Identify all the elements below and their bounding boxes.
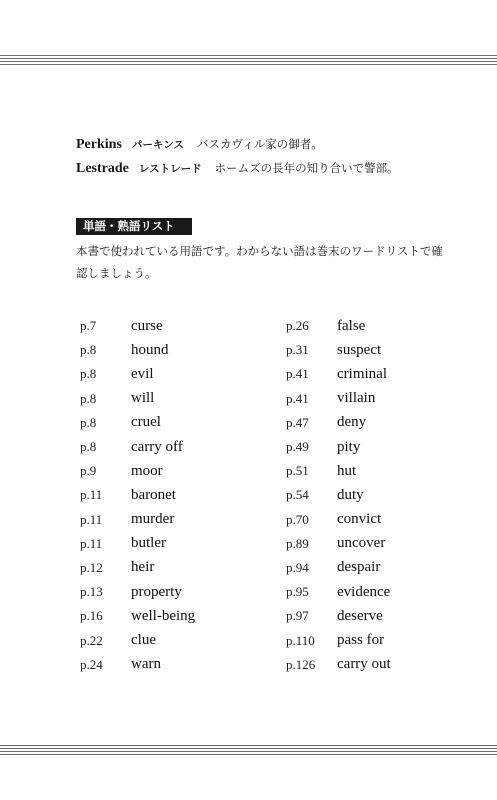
character-description: ホームズの長年の知り合いで警部。 bbox=[214, 161, 399, 175]
word-list-row bbox=[286, 628, 391, 652]
vocabulary-word: pity bbox=[337, 438, 361, 455]
word-list-row bbox=[80, 314, 195, 338]
vocabulary-word: curse bbox=[131, 317, 163, 334]
vocabulary-word: hut bbox=[337, 462, 357, 479]
vocabulary-word: warn bbox=[131, 656, 161, 673]
page-reference: p.126 bbox=[286, 656, 316, 672]
page-reference: p.8 bbox=[80, 439, 97, 455]
word-list-left-column bbox=[80, 314, 195, 677]
word-list-row bbox=[80, 532, 195, 556]
word-list-row bbox=[80, 362, 195, 386]
vocabulary-word: moor bbox=[131, 462, 163, 479]
word-list-row bbox=[286, 556, 391, 580]
page-reference: p.54 bbox=[286, 487, 309, 503]
vocabulary-word: duty bbox=[337, 486, 364, 503]
page-reference: p.11 bbox=[80, 487, 103, 503]
word-list-row bbox=[286, 314, 391, 338]
vocabulary-word: evil bbox=[131, 365, 154, 382]
word-list-row bbox=[286, 411, 391, 435]
vocabulary-word: convict bbox=[337, 511, 382, 528]
vocabulary-word: murder bbox=[131, 511, 175, 528]
page-reference: p.47 bbox=[286, 414, 309, 430]
vocabulary-word: despair bbox=[337, 559, 381, 576]
page-reference: p.95 bbox=[286, 584, 309, 600]
page-reference: p.89 bbox=[286, 535, 309, 551]
page-reference: p.8 bbox=[80, 342, 97, 358]
vocabulary-word: false bbox=[337, 317, 366, 334]
word-list-row bbox=[286, 435, 391, 459]
word-list-row bbox=[80, 411, 195, 435]
vocabulary-word: baronet bbox=[131, 486, 176, 503]
word-list-row bbox=[80, 580, 195, 604]
vocabulary-word: carry off bbox=[131, 438, 183, 455]
word-list-row bbox=[286, 338, 391, 362]
vocabulary-word: well-being bbox=[131, 607, 196, 624]
word-list-row bbox=[80, 508, 195, 532]
word-list-row bbox=[286, 604, 391, 628]
page-reference: p.8 bbox=[80, 414, 97, 430]
character-katakana: レストレード bbox=[138, 163, 202, 175]
vocabulary-word: evidence bbox=[337, 583, 391, 600]
vocabulary-word: criminal bbox=[337, 365, 387, 382]
page-reference: p.8 bbox=[80, 366, 97, 382]
page-reference: p.16 bbox=[80, 608, 103, 624]
character-katakana: パーキンス bbox=[131, 139, 184, 151]
vocabulary-word: deny bbox=[337, 414, 367, 431]
word-list-heading: 単語・熟語リスト bbox=[76, 218, 192, 235]
page-reference: p.41 bbox=[286, 390, 309, 406]
vocabulary-word: clue bbox=[131, 632, 156, 649]
word-list-row bbox=[286, 653, 391, 677]
page-reference: p.51 bbox=[286, 463, 309, 479]
word-list-row bbox=[286, 459, 391, 483]
word-list-row bbox=[286, 387, 391, 411]
character-name: Lestrade bbox=[76, 161, 129, 176]
vocabulary-word: uncover bbox=[337, 535, 386, 552]
page-reference: p.12 bbox=[80, 559, 103, 575]
word-list-row bbox=[286, 483, 391, 507]
word-list-row bbox=[80, 556, 195, 580]
word-list-intro: 本書で使われている用語です。わからない語は巻末のワードリストで確認しましょう。 bbox=[76, 244, 443, 280]
vocabulary-word: deserve bbox=[337, 607, 383, 624]
page-reference: p.110 bbox=[286, 632, 315, 648]
page-reference: p.7 bbox=[80, 318, 97, 334]
page-reference: p.26 bbox=[286, 318, 309, 334]
vocabulary-word: heir bbox=[131, 559, 155, 576]
word-list-row bbox=[286, 362, 391, 386]
page-reference: p.11 bbox=[80, 511, 103, 527]
character-entry-perkins bbox=[76, 136, 323, 153]
page-reference: p.97 bbox=[286, 608, 309, 624]
character-name: Perkins bbox=[76, 137, 122, 152]
word-list-row bbox=[80, 387, 195, 411]
word-list-row bbox=[80, 604, 195, 628]
vocabulary-word: butler bbox=[131, 535, 166, 552]
page-reference: p.8 bbox=[80, 390, 97, 406]
vocabulary-word: hound bbox=[131, 341, 169, 358]
word-list-row bbox=[80, 435, 195, 459]
word-list-row bbox=[80, 628, 195, 652]
page-reference: p.13 bbox=[80, 584, 103, 600]
page-reference: p.11 bbox=[80, 535, 103, 551]
page-reference: p.41 bbox=[286, 366, 309, 382]
page-reference: p.31 bbox=[286, 342, 309, 358]
page-reference: p.22 bbox=[80, 632, 103, 648]
bottom-rule bbox=[0, 745, 497, 757]
character-entry-lestrade bbox=[76, 160, 399, 177]
page-reference: p.49 bbox=[286, 439, 309, 455]
vocabulary-word: suspect bbox=[337, 341, 382, 358]
vocabulary-word: cruel bbox=[131, 414, 161, 431]
word-list-row bbox=[286, 580, 391, 604]
page-reference: p.70 bbox=[286, 511, 309, 527]
word-list-row bbox=[80, 653, 195, 677]
word-list-row bbox=[80, 483, 195, 507]
vocabulary-word: will bbox=[131, 390, 155, 407]
page-reference: p.9 bbox=[80, 463, 97, 479]
top-rule bbox=[0, 55, 497, 67]
vocabulary-word: property bbox=[131, 583, 182, 600]
vocabulary-word: villain bbox=[337, 390, 376, 407]
page-reference: p.24 bbox=[80, 656, 103, 672]
vocabulary-word: carry out bbox=[337, 656, 391, 673]
word-list-right-column bbox=[286, 314, 391, 677]
word-list-row bbox=[80, 338, 195, 362]
word-list-row bbox=[286, 508, 391, 532]
page-reference: p.94 bbox=[286, 559, 309, 575]
character-description: バスカヴィル家の御者。 bbox=[196, 137, 323, 151]
vocabulary-word: pass for bbox=[337, 632, 385, 649]
word-list-row bbox=[286, 532, 391, 556]
word-list-row bbox=[80, 459, 195, 483]
